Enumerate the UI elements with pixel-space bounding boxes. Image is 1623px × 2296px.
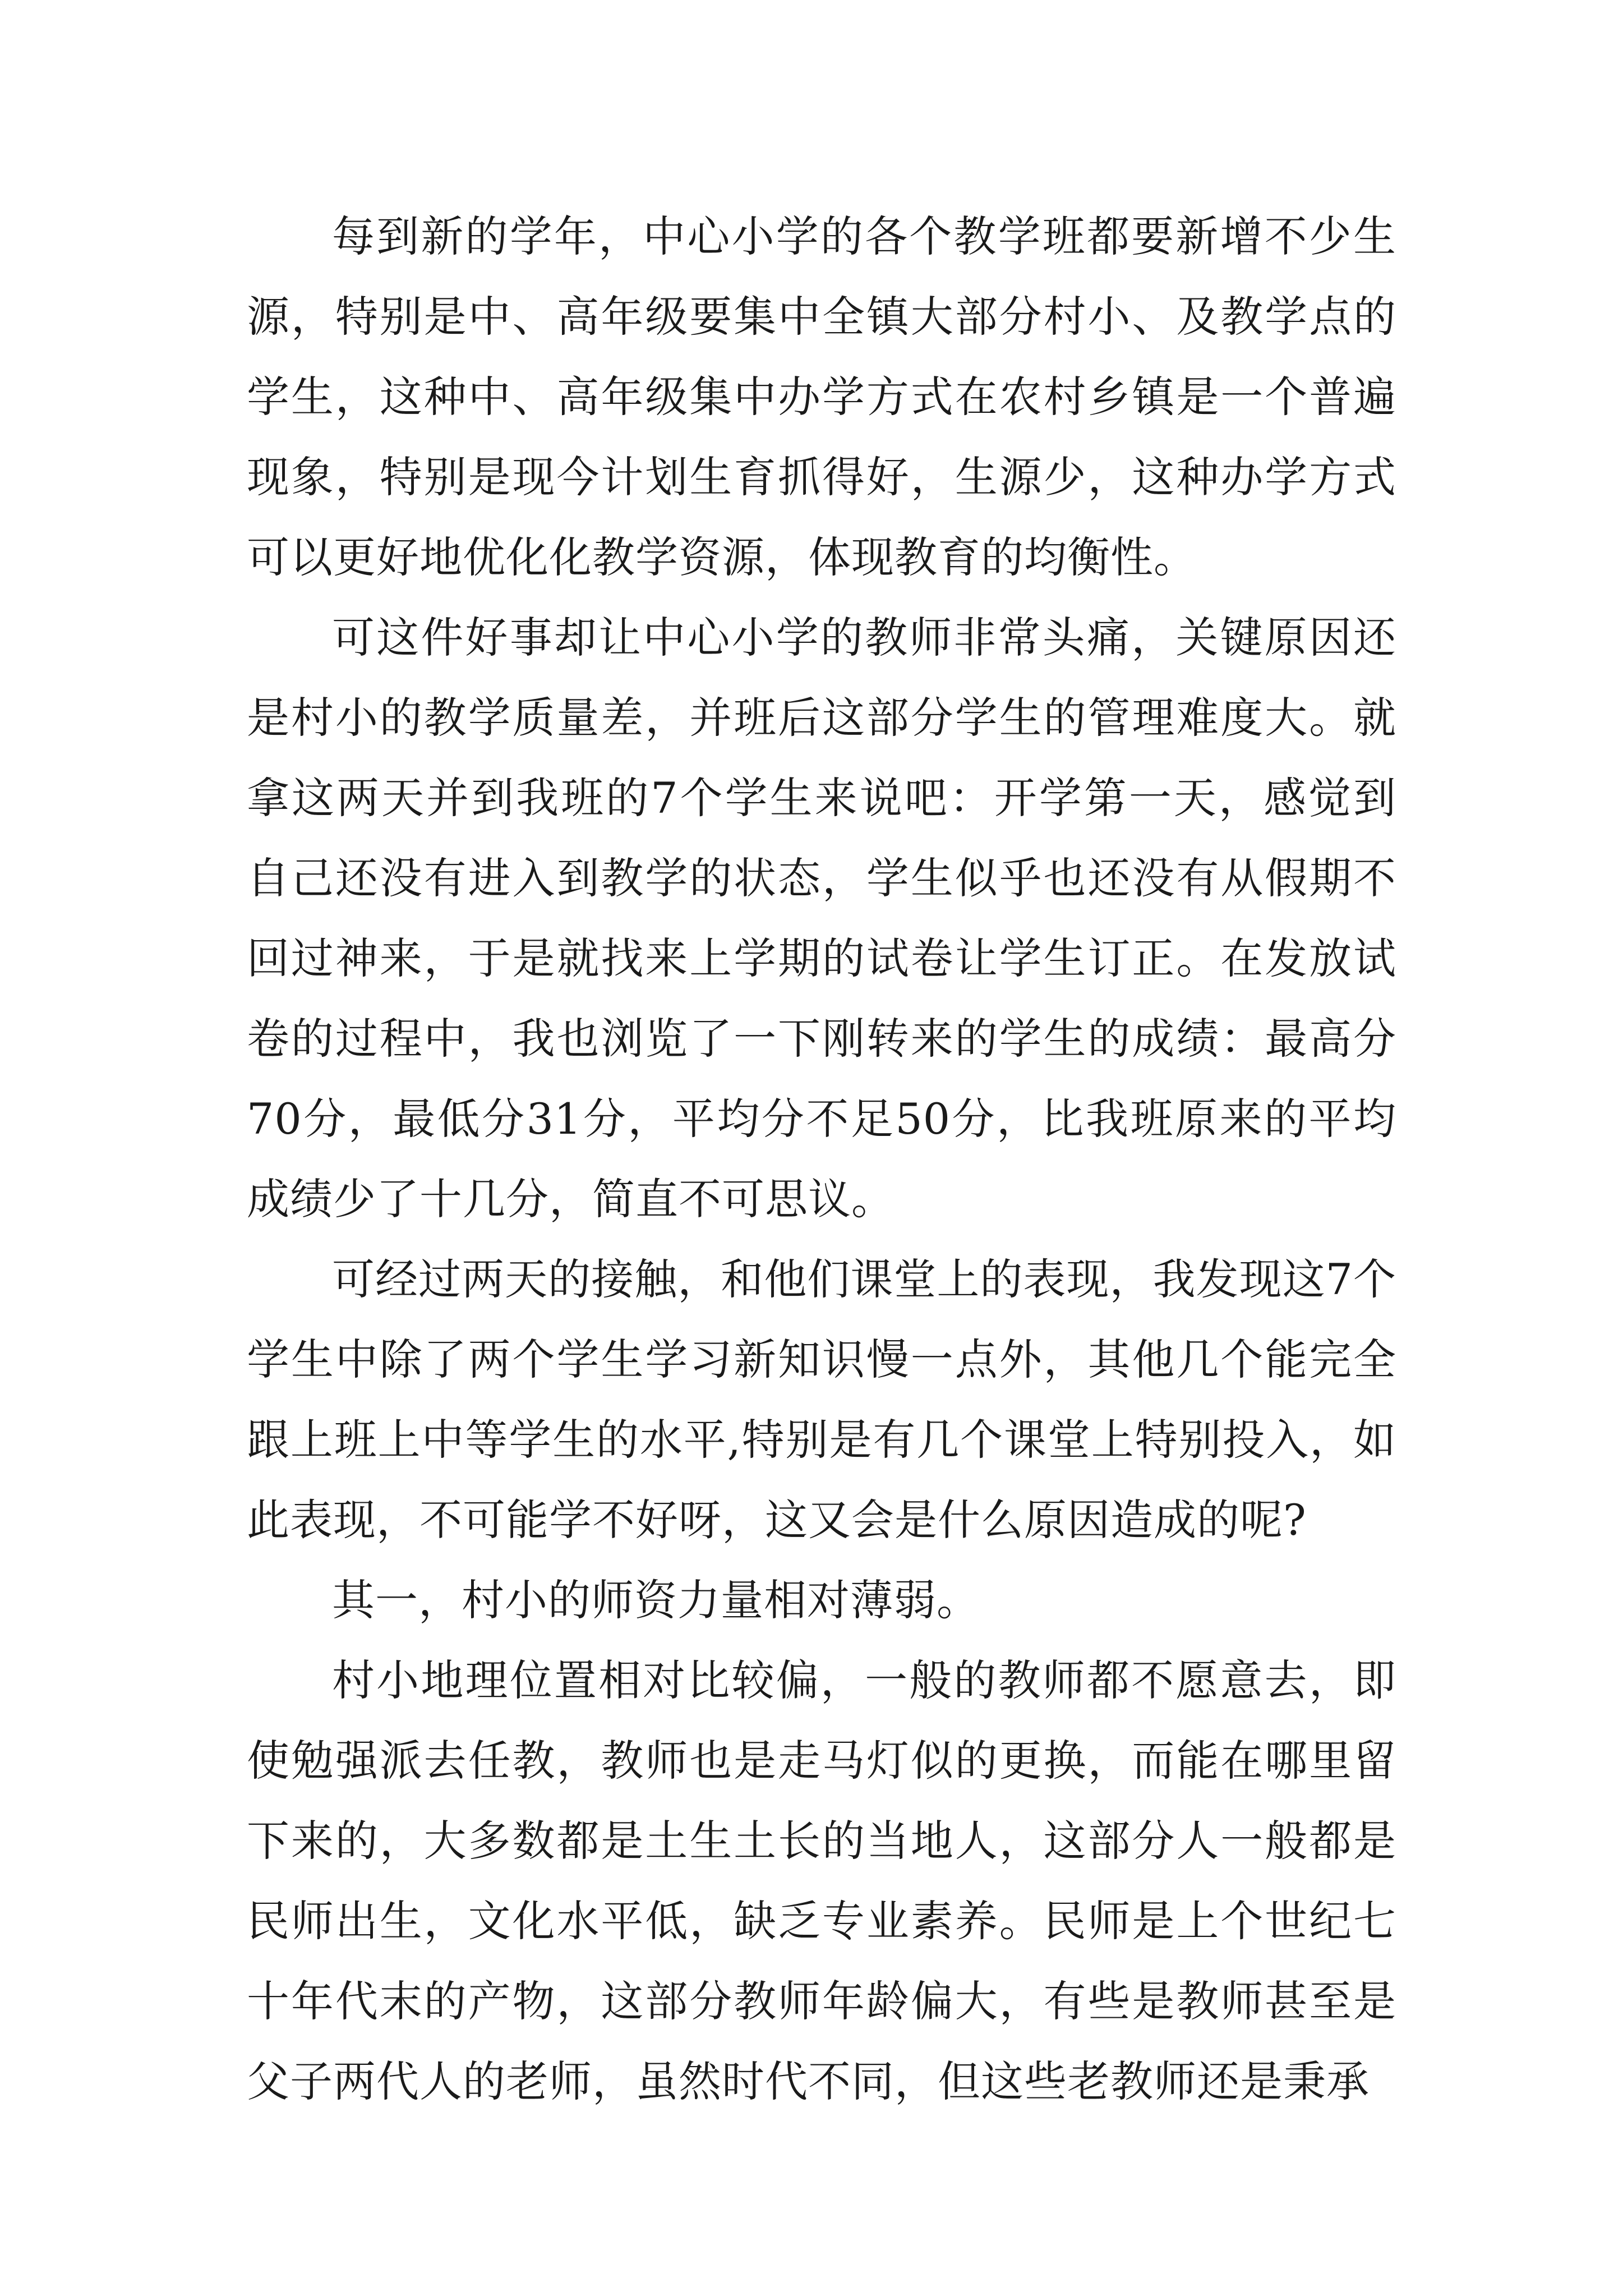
paragraph-1: 每到新的学年，中心小学的各个教学班都要新增不少生源，特别是中、高年级要集中全镇大部分村小、及教学点的学生，这种中、高年级集中办学方式在农村乡镇是一个普遍现象，特别是现今计划生育抓得好，生源少，这种办学方式可以更好地优化化教学资源，体现教育的均衡性。 xyxy=(247,211,1396,582)
paragraph-4: 其一，村小的师资力量相对薄弱。 xyxy=(332,1575,980,1625)
paragraph-5: 村小地理位置相对比较偏，一般的教师都不愿意去，即使勉强派去任教，教师也是走马灯似的更换，而能在哪里留下来的，大多数都是土生土长的当地人，这部分人一般都是民师出生，文化水平低，缺乏专业素养。民师是上个世纪七十年代末的产物，这部分教师年龄偏大，有些是教师甚至是父子两代人的老师，虽然时代不同，但这些老教师还是秉承 xyxy=(247,1655,1396,2106)
document-body xyxy=(247,196,1396,2122)
paragraph-2: 可这件好事却让中心小学的教师非常头痛，关键原因还是村小的教学质量差，并班后这部分学生的管理难度大。就拿这两天并到我班的7个学生来说吧：开学第一天，感觉到自己还没有进入到教学的状态，学生似乎也还没有从假期不回过神来，于是就找来上学期的试卷让学生订正。在发放试卷的过程中，我也浏览了一下刚转来的学生的成绩：最高分70分，最低分31分，平均分不足50分，比我班原来的平均成绩少了十几分，简直不可思议。 xyxy=(247,613,1396,1224)
paragraph-3: 可经过两天的接触，和他们课堂上的表现，我发现这7个学生中除了两个学生学习新知识慢一点外，其他几个能完全跟上班上中等学生的水平,特别是有几个课堂上特别投入，如此表现，不可能学不好呀，这又会是什么原因造成的呢? xyxy=(247,1254,1396,1545)
